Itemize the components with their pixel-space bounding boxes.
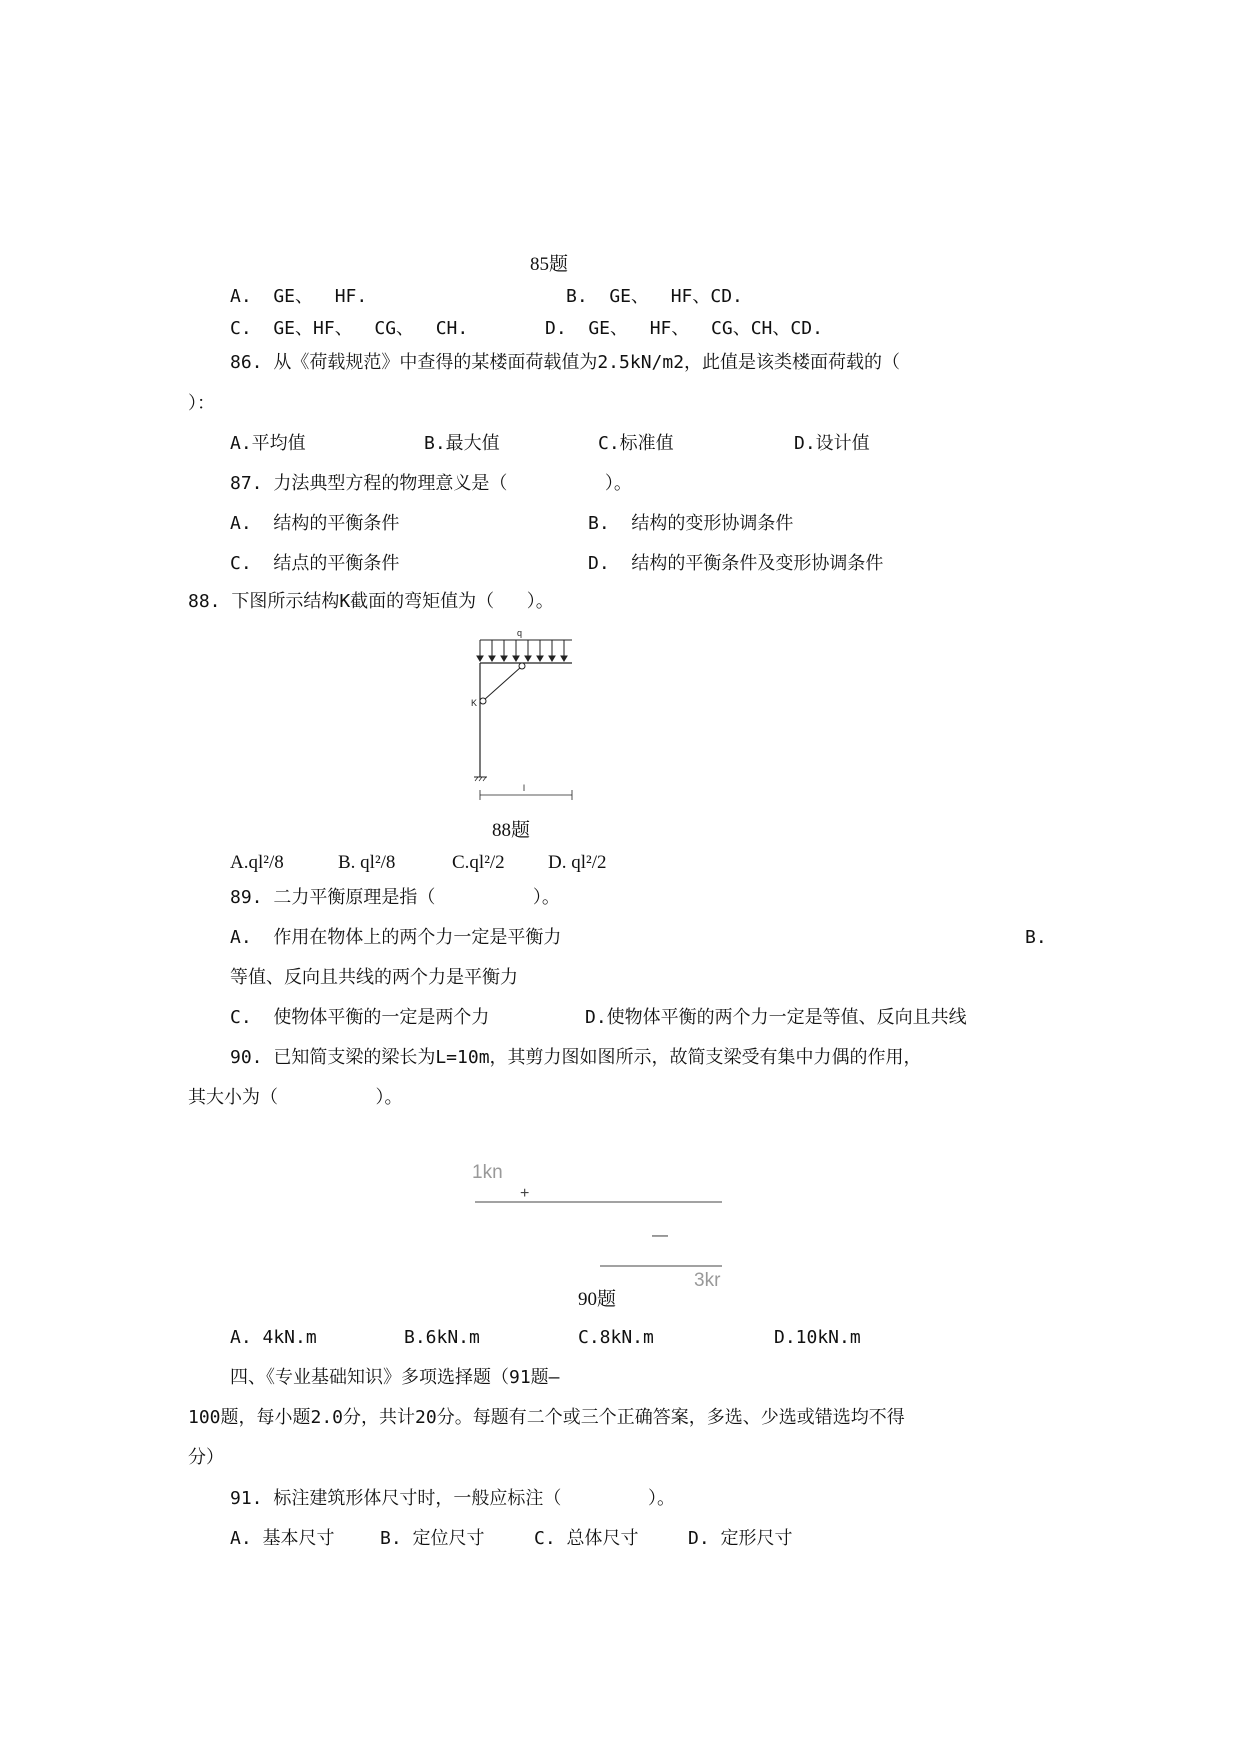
q88-option-b: B. ql²/8 <box>338 852 396 873</box>
q86-stem: 86. 从《荷载规范》中查得的某楼面荷载值为2.5kN/m2，此值是该类楼面荷载的（ <box>230 352 901 373</box>
support-hatch <box>475 777 486 781</box>
q88-stem: 88. 下图所示结构K截面的弯矩值为（ ）。 <box>188 591 554 612</box>
q87-option-a: A. 结构的平衡条件 <box>230 513 400 534</box>
q90-option-d: D.10kN.m <box>774 1327 861 1348</box>
section4-heading: 四、《专业基础知识》多项选择题（91题— <box>230 1367 560 1388</box>
q88-option-a: A.ql²/8 <box>230 852 284 873</box>
q87-option-c: C. 结点的平衡条件 <box>230 553 400 574</box>
hinge-k <box>480 698 486 704</box>
q88-option-d: D. ql²/2 <box>548 852 607 873</box>
label-1kn: 1kn <box>472 1162 503 1183</box>
q90-option-c: C.8kN.m <box>578 1327 654 1348</box>
strut <box>484 667 521 700</box>
q89-option-a: A. 作用在物体上的两个力一定是平衡力 <box>230 927 562 948</box>
q87-stem: 87. 力法典型方程的物理意义是（ ）。 <box>230 473 632 494</box>
plus-sign: + <box>520 1185 530 1202</box>
q88-structure-figure <box>460 625 590 810</box>
q85-option-d: D. GE、 HF、 CG、CH、CD. <box>545 318 823 339</box>
q90-shear-diagram <box>460 1158 740 1298</box>
minus-sign: — <box>652 1227 668 1244</box>
figure-caption-88: 88题 <box>492 820 531 841</box>
q91-stem: 91. 标注建筑形体尺寸时，一般应标注（ ）。 <box>230 1488 676 1509</box>
q89-stem: 89. 二力平衡原理是指（ ）。 <box>230 887 560 908</box>
section4-instructions-cont: 分） <box>188 1447 224 1468</box>
q90-option-a: A. 4kN.m <box>230 1327 317 1348</box>
q86-option-d: D.设计值 <box>794 433 870 454</box>
q87-option-d: D. 结构的平衡条件及变形协调条件 <box>588 553 884 574</box>
figure-caption-90: 90题 <box>578 1289 617 1310</box>
q85-option-a: A. GE、 HF. <box>230 286 368 307</box>
q90-option-b: B.6kN.m <box>404 1327 480 1348</box>
q85-option-c: C. GE、HF、 CG、 CH. <box>230 318 469 339</box>
q90-stem-cont: 其大小为（ ）。 <box>188 1087 403 1108</box>
q89-option-c: C. 使物体平衡的一定是两个力 <box>230 1007 490 1028</box>
q86-option-b: B.最大值 <box>424 433 500 454</box>
hinge-top <box>519 663 525 669</box>
load-arrows <box>477 640 567 661</box>
q86-option-c: C.标准值 <box>598 433 674 454</box>
q91-option-c: C. 总体尺寸 <box>534 1528 639 1549</box>
q85-option-b: B. GE、 HF、CD. <box>566 286 743 307</box>
q91-option-d: D. 定形尺寸 <box>688 1528 793 1549</box>
figure-caption-85: 85题 <box>530 254 569 275</box>
section4-instructions: 100题，每小题2.0分，共计20分。每题有二个或三个正确答案，多选、少选或错选均不得 <box>188 1407 905 1428</box>
q87-option-b: B. 结构的变形协调条件 <box>588 513 794 534</box>
q89-option-b-text: 等值、反向且共线的两个力是平衡力 <box>230 967 518 988</box>
q89-option-b-label: B. <box>1025 927 1047 948</box>
q86-stem-cont: ）： <box>188 393 215 414</box>
q88-option-c: C.ql²/2 <box>452 852 505 873</box>
q91-option-b: B. 定位尺寸 <box>380 1528 485 1549</box>
q86-option-a: A.平均值 <box>230 433 306 454</box>
span-label: l <box>523 783 525 793</box>
q91-option-a: A. 基本尺寸 <box>230 1528 335 1549</box>
load-label: q <box>517 628 523 638</box>
label-3kn: 3kr <box>694 1270 721 1291</box>
point-k-label: K <box>471 698 478 708</box>
q89-option-d: D.使物体平衡的两个力一定是等值、反向且共线 <box>585 1007 967 1028</box>
q90-stem: 90. 已知简支梁的梁长为L=10m，其剪力图如图所示，故简支梁受有集中力偶的作用， <box>230 1047 922 1068</box>
